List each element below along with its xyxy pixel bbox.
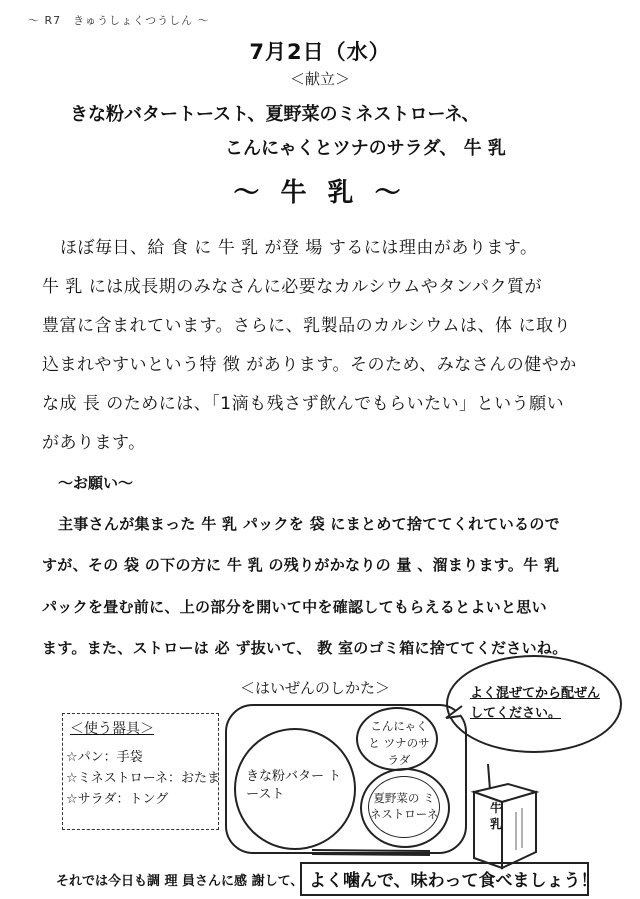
- body-paragraph-line: ほぼ毎日、給 食 に 牛 乳 が登 場 するには理由があります。: [60, 238, 538, 258]
- request-line: すが、その 袋 の下の方に 牛 乳 の残りがかなりの 量 、溜まります。牛 乳: [42, 556, 560, 574]
- topic-heading: ～ 牛 乳 ～: [233, 178, 407, 208]
- milk-carton-label: 牛 乳: [489, 801, 502, 831]
- chopsticks-icon: [232, 848, 432, 858]
- footer-slogan: よく噛んで、味わって食べましょう！: [309, 871, 598, 891]
- speech-bubble-tail: [444, 704, 464, 724]
- menu-line: こんにゃくとツナのサラダ、 牛 乳: [225, 138, 506, 159]
- body-paragraph-line: 込まれやすいという特 徴 があります。そのため、みなさんの健やか: [42, 355, 577, 375]
- tools-heading: ＜使う器具＞: [70, 721, 154, 737]
- footer-text: それでは今日も調 理 員さんに感 謝して、: [56, 874, 304, 889]
- serving-title: ＜はいぜんのしかた＞: [240, 679, 391, 697]
- body-paragraph-line: 豊富に含まれています。さらに、乳製品のカルシウムは、体 に取り: [42, 316, 571, 336]
- request-line: 主事さんが集まった 牛 乳 パックを 袋 にまとめて捨ててくれているので: [58, 515, 560, 533]
- body-paragraph-line: があります。: [42, 433, 146, 453]
- request-heading: ～お願い～: [58, 474, 134, 492]
- body-paragraph-line: な成 長 のためには、「1滴も残さず飲んでもらいたい」という願い: [42, 394, 565, 414]
- request-line: パックを畳む前に、上の部分を開いて中を確認してもらえるとよいと思い: [42, 598, 547, 616]
- toast-plate-label: きな粉バター トースト: [246, 769, 342, 802]
- request-line: ます。また、ストローは 必 ず抜いて、 教 室のゴミ箱に捨ててくださいね。: [42, 639, 568, 657]
- speech-bubble-text: よく混ぜてから配ぜんしてください。: [470, 686, 601, 721]
- date-title: 7月2日（水）: [249, 40, 391, 64]
- tool-item: ☆パン：手袋: [66, 750, 143, 765]
- tool-item: ☆ミネストローネ：おたま: [66, 771, 221, 786]
- soup-bowl-label: 夏野菜の ミネストローネ: [369, 791, 439, 821]
- body-paragraph-line: 牛 乳 には成長期のみなさんに必要なカルシウムやタンパク質が: [42, 277, 543, 297]
- menu-line: きな粉バタートースト、夏野菜のミネストローネ、: [70, 104, 480, 125]
- newsletter-series-header: ～ R7 きゅうしょくつうしん ～: [28, 14, 210, 27]
- menu-label: ＜献立＞: [289, 70, 350, 88]
- salad-bowl-label: こんにゃくと ツナのサラダ: [368, 719, 430, 767]
- tool-item: ☆サラダ：トング: [66, 792, 169, 807]
